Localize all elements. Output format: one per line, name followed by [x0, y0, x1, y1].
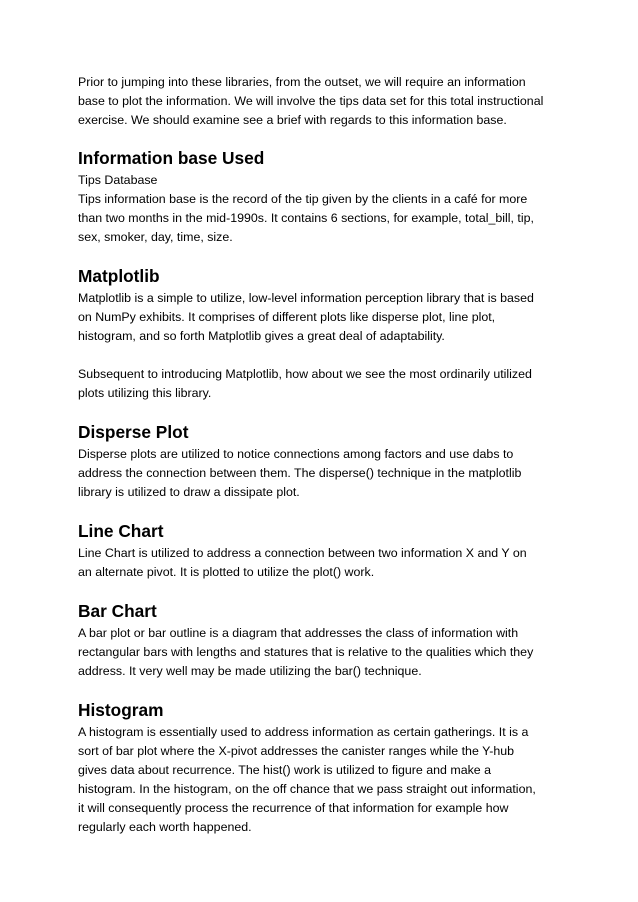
- paragraph-line: address. It very well may be made utilizing the bar() technique.: [78, 664, 422, 678]
- intro-line: base to plot the information. We will involve the tips data set for this total instructional: [78, 94, 544, 108]
- section-heading-line-chart: Line Chart: [78, 521, 164, 541]
- paragraph-line: A histogram is essentially used to address information as certain gatherings. It is a: [78, 725, 529, 739]
- section-paragraph: [78, 171, 570, 247]
- section-heading-disperse-plot: Disperse Plot: [78, 422, 189, 442]
- intro-paragraph: [78, 73, 570, 130]
- intro-line: exercise. We should examine see a brief with regards to this information base.: [78, 113, 507, 127]
- section-paragraph: [78, 723, 570, 837]
- paragraph-line: regularly each worth happened.: [78, 820, 252, 834]
- paragraph-line: histogram, and so forth Matplotlib gives a great deal of adaptability.: [78, 329, 445, 343]
- paragraph-line: histogram. In the histogram, on the off chance that we pass straight out information,: [78, 782, 536, 796]
- paragraph-line: Tips Database: [78, 173, 158, 187]
- paragraph-line: Matplotlib is a simple to utilize, low-level information perception library that is based: [78, 291, 534, 305]
- section-paragraph: [78, 544, 570, 582]
- section-heading-bar-chart: Bar Chart: [78, 601, 157, 621]
- paragraph-line: an alternate pivot. It is plotted to utilize the plot() work.: [78, 565, 375, 579]
- section-heading-histogram: Histogram: [78, 700, 164, 720]
- paragraph-line: A bar plot or bar outline is a diagram that addresses the class of information with: [78, 626, 519, 640]
- paragraph-line: library is utilized to draw a dissipate plot.: [78, 485, 300, 499]
- section-paragraph: [78, 445, 570, 502]
- section-paragraph: [78, 289, 570, 346]
- paragraph-line: rectangular bars with lengths and statures that is relative to the qualities which they: [78, 645, 534, 659]
- document-page: [78, 73, 570, 837]
- section-paragraph: [78, 624, 570, 681]
- paragraph-line: it will consequently process the recurrence of that information for example how: [78, 801, 509, 815]
- paragraph-line: gives data about recurrence. The hist() work is utilized to figure and make a: [78, 763, 491, 777]
- paragraph-line: on NumPy exhibits. It comprises of different plots like disperse plot, line plot,: [78, 310, 496, 324]
- section-paragraph: [78, 365, 570, 403]
- section-heading-matplotlib: Matplotlib: [78, 266, 160, 286]
- section-heading-information-base: Information base Used: [78, 148, 265, 168]
- paragraph-line: than two months in the mid-1990s. It contains 6 sections, for example, total_bill, tip,: [78, 211, 534, 225]
- paragraph-line: Line Chart is utilized to address a connection between two information X and Y on: [78, 546, 527, 560]
- intro-line: Prior to jumping into these libraries, from the outset, we will require an information: [78, 75, 526, 89]
- paragraph-line: Disperse plots are utilized to notice connections among factors and use dabs to: [78, 447, 514, 461]
- paragraph-line: sex, smoker, day, time, size.: [78, 230, 233, 244]
- paragraph-line: sort of bar plot where the X-pivot addresses the canister ranges while the Y-hub: [78, 744, 514, 758]
- paragraph-line: Subsequent to introducing Matplotlib, how about we see the most ordinarily utilized: [78, 367, 532, 381]
- paragraph-line: Tips information base is the record of the tip given by the clients in a café for more: [78, 192, 528, 206]
- paragraph-line: plots utilizing this library.: [78, 386, 212, 400]
- paragraph-line: address the connection between them. The disperse() technique in the matplotlib: [78, 466, 522, 480]
